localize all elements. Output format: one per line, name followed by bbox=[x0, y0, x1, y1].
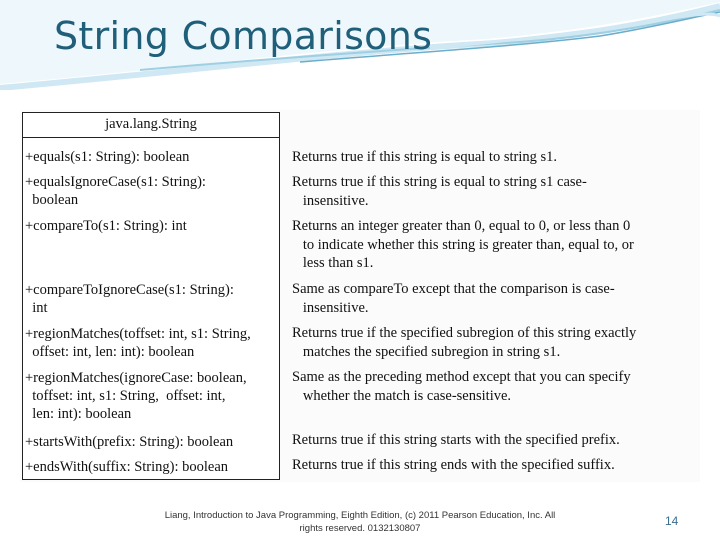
method-equals: +equals(s1: String): boolean bbox=[25, 149, 190, 165]
desc-equals-ignore-case: Returns true if this string is equal to string s1 case- insensitive. bbox=[292, 174, 587, 209]
method-region-matches: +regionMatches(toffset: int, s1: String, offset: int, len: int): boolean bbox=[25, 326, 251, 360]
method-ends-with: +endsWith(suffix: String): boolean bbox=[25, 459, 229, 475]
method-equals-ignore-case: +equalsIgnoreCase(s1: String): boolean bbox=[25, 174, 206, 208]
uml-class-box bbox=[22, 112, 280, 480]
footer-citation: Liang, Introduction to Java Programming, Eighth Edition, (c) 2011 Pearson Education, Inc. All rights reserved. 0132130807 bbox=[164, 510, 556, 534]
desc-compare-to: Returns an integer greater than 0, equal to 0, or less than 0 to indicate whether this string is greater than, equal to, or less than s1. bbox=[292, 218, 634, 271]
slide-title: String Comparisons bbox=[54, 14, 433, 58]
method-region-matches-ignore-case: +regionMatches(ignoreCase: boolean, toffset: int, s1: String, offset: int, len: int): boolean bbox=[25, 370, 247, 422]
desc-region-matches-ignore-case: Same as the preceding method except that you can specify whether the match is case-sensitive. bbox=[292, 369, 631, 404]
method-compare-to-ignore-case: +compareToIgnoreCase(s1: String): int bbox=[25, 282, 234, 316]
desc-compare-to-ignore-case: Same as compareTo except that the comparison is case- insensitive. bbox=[292, 281, 615, 316]
desc-region-matches: Returns true if the specified subregion of this string exactly matches the specified subregion in string s1. bbox=[292, 325, 637, 360]
desc-starts-with: Returns true if this string starts with the specified prefix. bbox=[292, 432, 620, 448]
slide-header bbox=[0, 0, 720, 90]
method-compare-to: +compareTo(s1: String): int bbox=[25, 218, 187, 234]
page-number: 14 bbox=[665, 514, 679, 528]
desc-equals: Returns true if this string is equal to string s1. bbox=[292, 149, 558, 165]
method-starts-with: +startsWith(prefix: String): boolean bbox=[25, 434, 234, 450]
uml-class-name: java.lang.String bbox=[23, 113, 279, 138]
string-comparison-figure bbox=[20, 110, 700, 482]
desc-ends-with: Returns true if this string ends with the specified suffix. bbox=[292, 457, 615, 473]
